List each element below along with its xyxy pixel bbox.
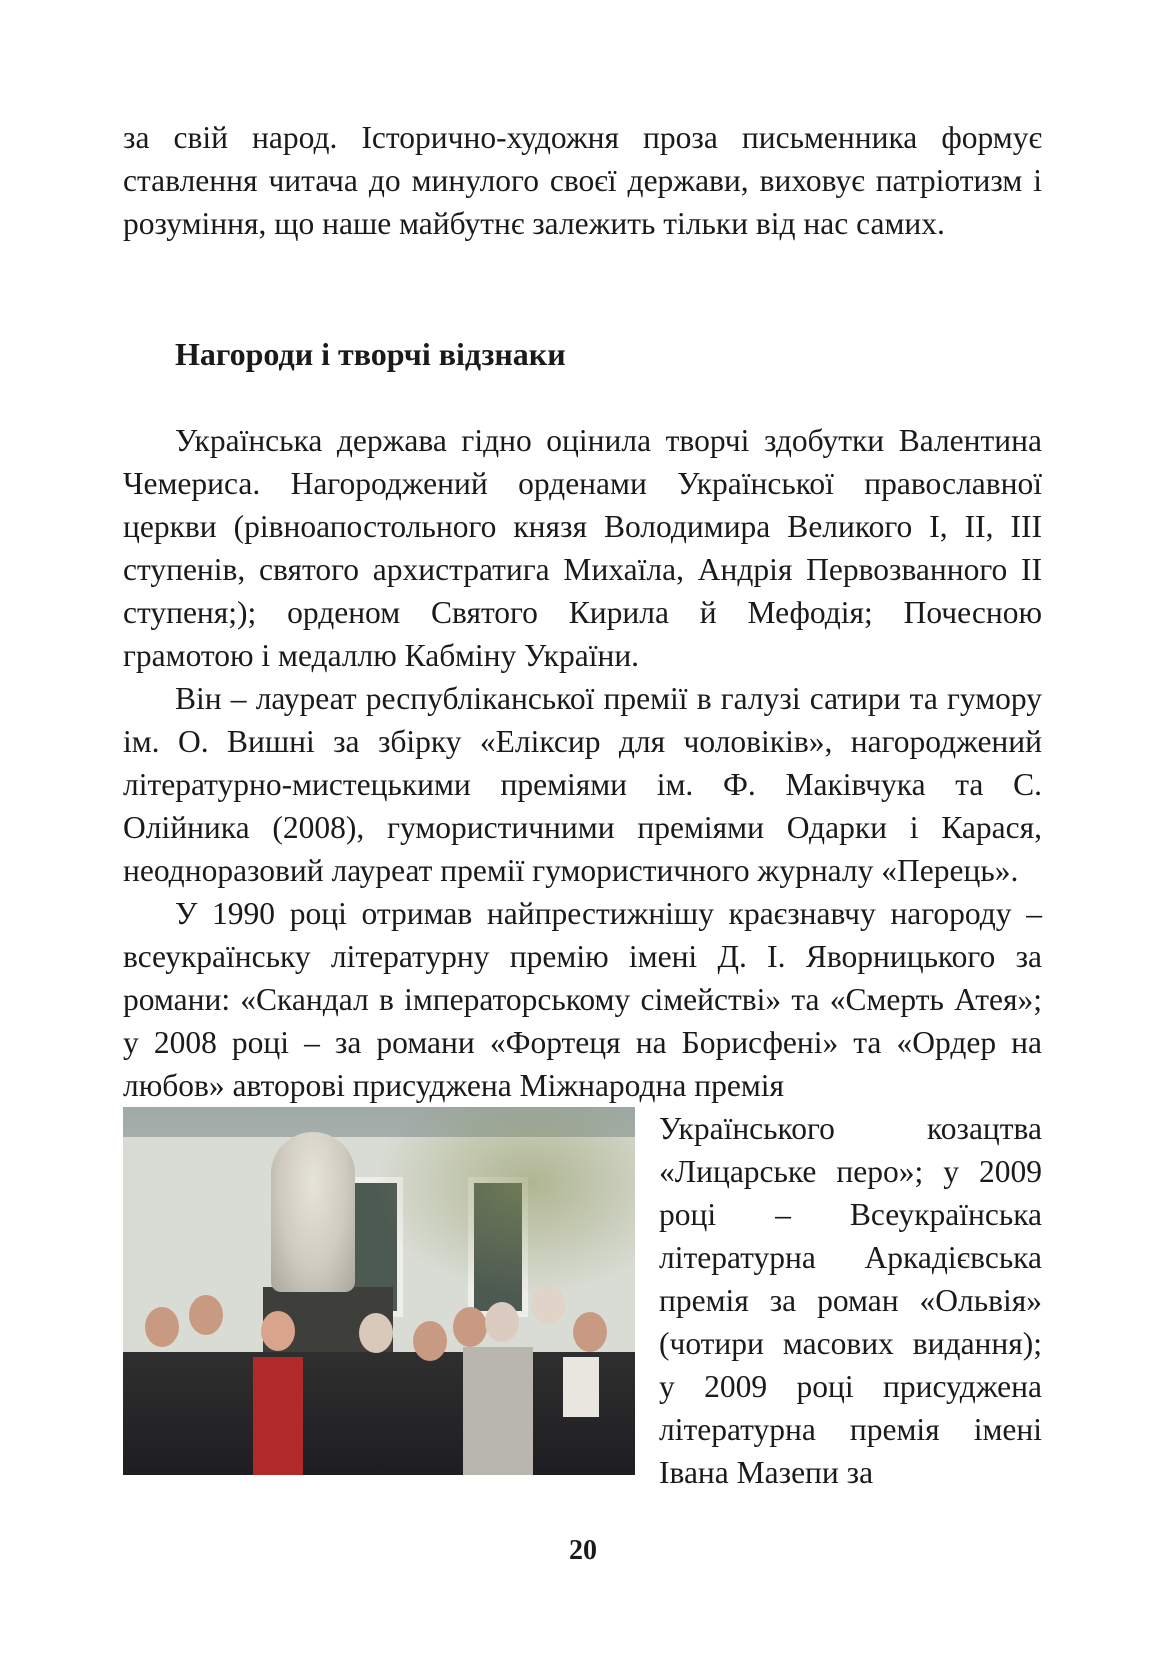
paragraph-awards-humor: Він – лауреат республіканської премії в галузі сатири та гумору ім. О. Вишні за збірку «Еліксир для чоловіків», нагороджений літературно-мистецькими преміями ім. Ф. Маківчука та С. Олійника (2008), гумористичними преміями Одарки і Карася, неодноразовий лауреат премії гумористичного журналу «Перець». (123, 681, 1042, 888)
photo-wrap-block (123, 1107, 1042, 1494)
paragraph-awards-literary-part-2: Українського козацтва «Лицарське перо»; у 2009 році – Всеукраїнська літературна Аркадієвська премія за роман «Ольвія» (чотири масових видання); у 2009 році присуджена літературна премія імені Івана Мазепи за (659, 1111, 1042, 1490)
page-number: 20 (569, 1535, 597, 1566)
paragraph-awards-orders: Українська держава гідно оцінила творчі здобутки Валентина Чемериса. Нагороджений орденами Української православної церкви (рівноапостольного князя Володимира Великого I, II, III ступенів, святого архистратига Михаїла, Андрія Первозванного II ступеня;); орденом Святого Кирила й Мефодія; Почесною грамотою і медаллю Кабміну України. (123, 423, 1042, 673)
paragraph-awards-literary-part-1: У 1990 році отримав найпрестижнішу краєзнавчу нагороду – всеукраїнську літературну премію імені Д. І. Яворницького за романи: «Скандал в імператорському сімействі» та «Смерть Атея»; у 2008 році – за романи «Фортеця на Борисфені» та «Ордер на любов» авторові присуджена Міжнародна премія (123, 896, 1042, 1103)
intro-paragraph: за свій народ. Історично-художня проза письменника формує ставлення читача до минулого своєї держави, виховує патріотизм і розуміння, що наше майбутнє залежить тільки від нас самих. (123, 120, 1042, 241)
monument-ceremony-photo (123, 1107, 635, 1475)
section-body (123, 419, 1042, 1494)
bust-sculpture (271, 1132, 355, 1292)
intro-paragraph-block (123, 116, 1042, 245)
section-heading: Нагороди і творчі відзнаки (175, 336, 566, 372)
